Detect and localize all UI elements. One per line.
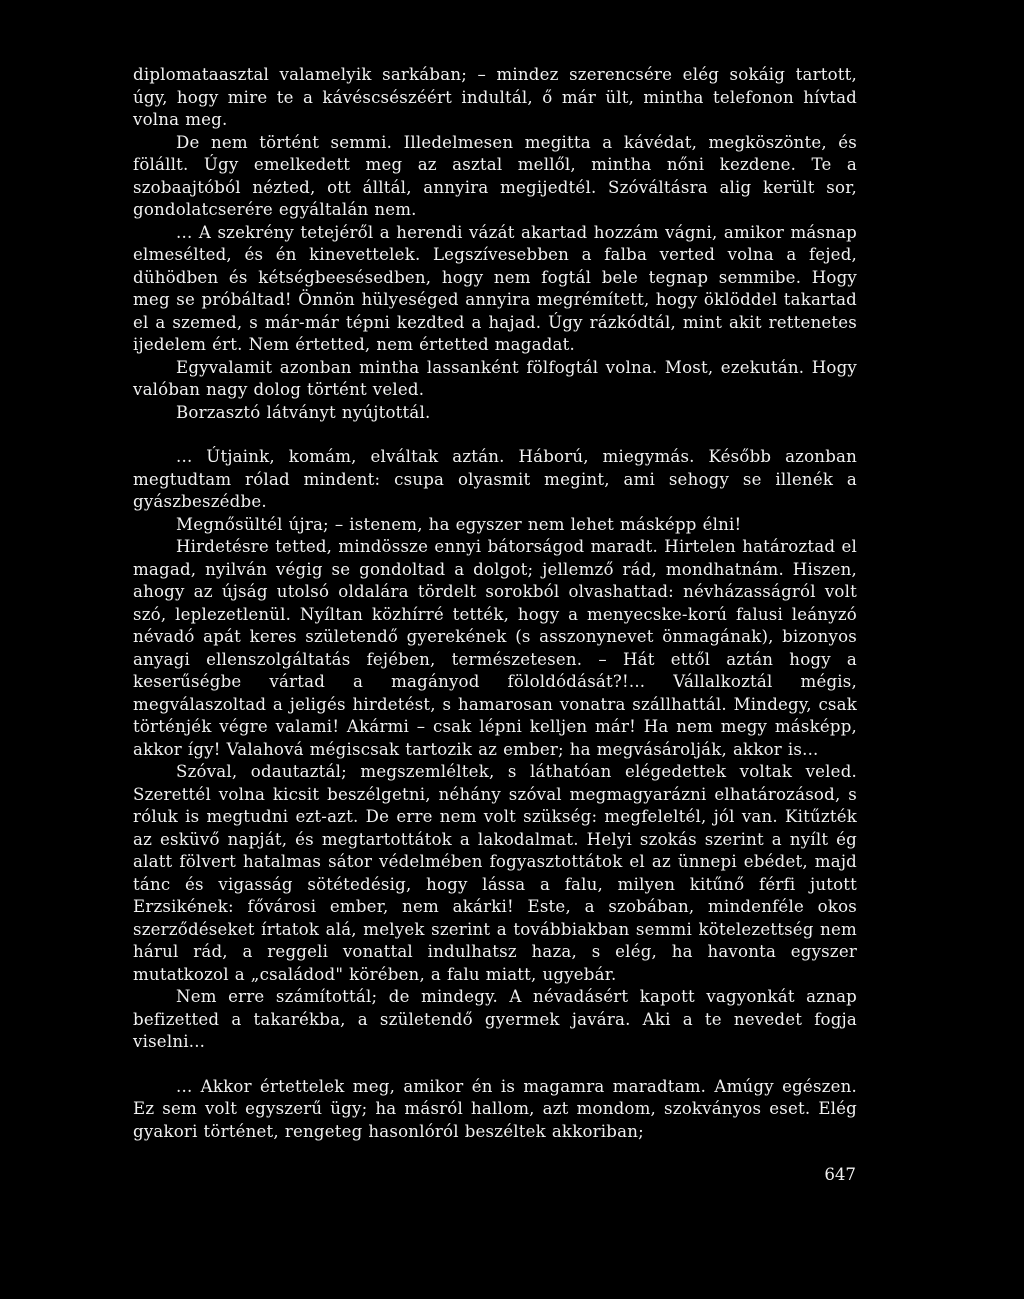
paragraph-8: Hirdetésre tetted, mindössze ennyi bátorságod maradt. Hirtelen határoztad el magad, nyilván végig se gondoltad a dolgot; jellemző rád, mondhatnám. Hiszen, ahogy az újság utolsó oldalára tördelt sorokból olvashattad: névházasságról volt szó, leplezetlenül. Nyíltan közhírré tették, hogy a menyecske-korú falusi leányzó névadó apát keres születendő gyerekének (s asszonynevet önmagának), bizonyos anyagi ellenszolgáltatás fejében, természetesen. – Hát ettől aztán hogy a keserűségbe vártad a magányod föloldódását?!... Vállalkoztál mégis, megválaszoltad a jeligés hirdetést, s hamarosan vonatra szállhattál. Mindegy, csak történjék végre valami! Akármi – csak lépni kelljen már! Ha nem megy másképp, akkor így! Valahová mégiscsak tartozik az ember; ha megvásárolják, akkor is... bbox=[133, 537, 857, 759]
paragraph-1: diplomataasztal valamelyik sarkában; – mindez szerencsére elég sokáig tartott, úgy, hogy mire te a kávéscsészéért indultál, ő már ült, mintha telefonon hívtad volna meg. bbox=[133, 65, 857, 129]
page-number: 647 bbox=[824, 1165, 856, 1184]
paragraph-9: Szóval, odautaztál; megszemléltek, s láthatóan elégedettek voltak veled. Szerettél volna kicsit beszélgetni, néhány szóval megmagyarázni elhatározásod, s róluk is megtudni ezt-azt. De erre nem volt szükség: megfeleltél, jól van. Kitűzték az esküvő napját, és megtartottátok a lakodalmat. Helyi szokás szerint a nyílt ég alatt fölvert hatalmas sátor védelmében fogyasztottátok el az ünnepi ebédet, majd tánc és vigasság sötétedésig, hogy lássa a falu, milyen kitűnő férfi jutott Erzsikének: fővárosi ember, nem akárki! Este, a szobában, mindenféle okos szerződéseket írtatok alá, melyek szerint a továbbiakban semmi kötelezettség nem hárul rád, a reggeli vonattal indulhatsz haza, s elég, ha havonta egyszer mutatkozol a „családod" körében, a falu miatt, ugyebár. bbox=[133, 762, 857, 984]
paragraph-10: Nem erre számítottál; de mindegy. A névadásért kapott vagyonkát aznap befizetted a takarékba, a születendő gyermek javára. Aki a te nevedet fogja viselni... bbox=[133, 987, 857, 1051]
paragraph-7: Megnősültél újra; – istenem, ha egyszer nem lehet másképp élni! bbox=[176, 514, 742, 534]
paragraph-11: ... Akkor értettelek meg, amikor én is magamra maradtam. Amúgy egészen. Ez sem volt egyszerű ügy; ha másról hallom, azt mondom, szokványos eset. Elég gyakori történet, rengeteg hasonlóról beszéltek akkoriban; bbox=[133, 1076, 857, 1141]
paragraph-2: De nem történt semmi. Illedelmesen megitta a kávédat, megköszönte, és fölállt. Úgy emelkedett meg az asztal mellől, mintha nőni kezdene. Te a szobaajtóból nézted, ott álltál, annyira megijedtél. Szóváltásra alig került sor, gondolatcserére egyáltalán nem. bbox=[133, 132, 857, 219]
paragraph-6: ... Útjaink, komám, elváltak aztán. Háború, miegymás. Később azonban megtudtam rólad mindent: csupa olyasmit megint, ami sehogy se illenék a gyászbeszédbe. bbox=[133, 447, 857, 511]
paragraph-3: ... A szekrény tetejéről a herendi vázát akartad hozzám vágni, amikor másnap elmesélted, és én kinevettelek. Legszívesebben a falba verted volna a fejed, dühödben és kétségbeesésedben, hogy nem fogtál bele tegnap semmibe. Hogy meg se próbáltad! Önnön hülyeséged annyira megrémített, hogy öklöddel takartad el a szemed, s már-már tépni kezdted a hajad. Úgy rázkódtál, mint akit rettenetes ijedelem ért. Nem értetted, nem értetted magadat. bbox=[133, 222, 857, 354]
body-text bbox=[133, 64, 857, 1143]
paragraph-4: Egyvalamit azonban mintha lassanként fölfogtál volna. Most, ezekután. Hogy valóban nagy dolog történt veled. bbox=[133, 357, 857, 399]
paragraph-5: Borzasztó látványt nyújtottál. bbox=[176, 402, 431, 422]
